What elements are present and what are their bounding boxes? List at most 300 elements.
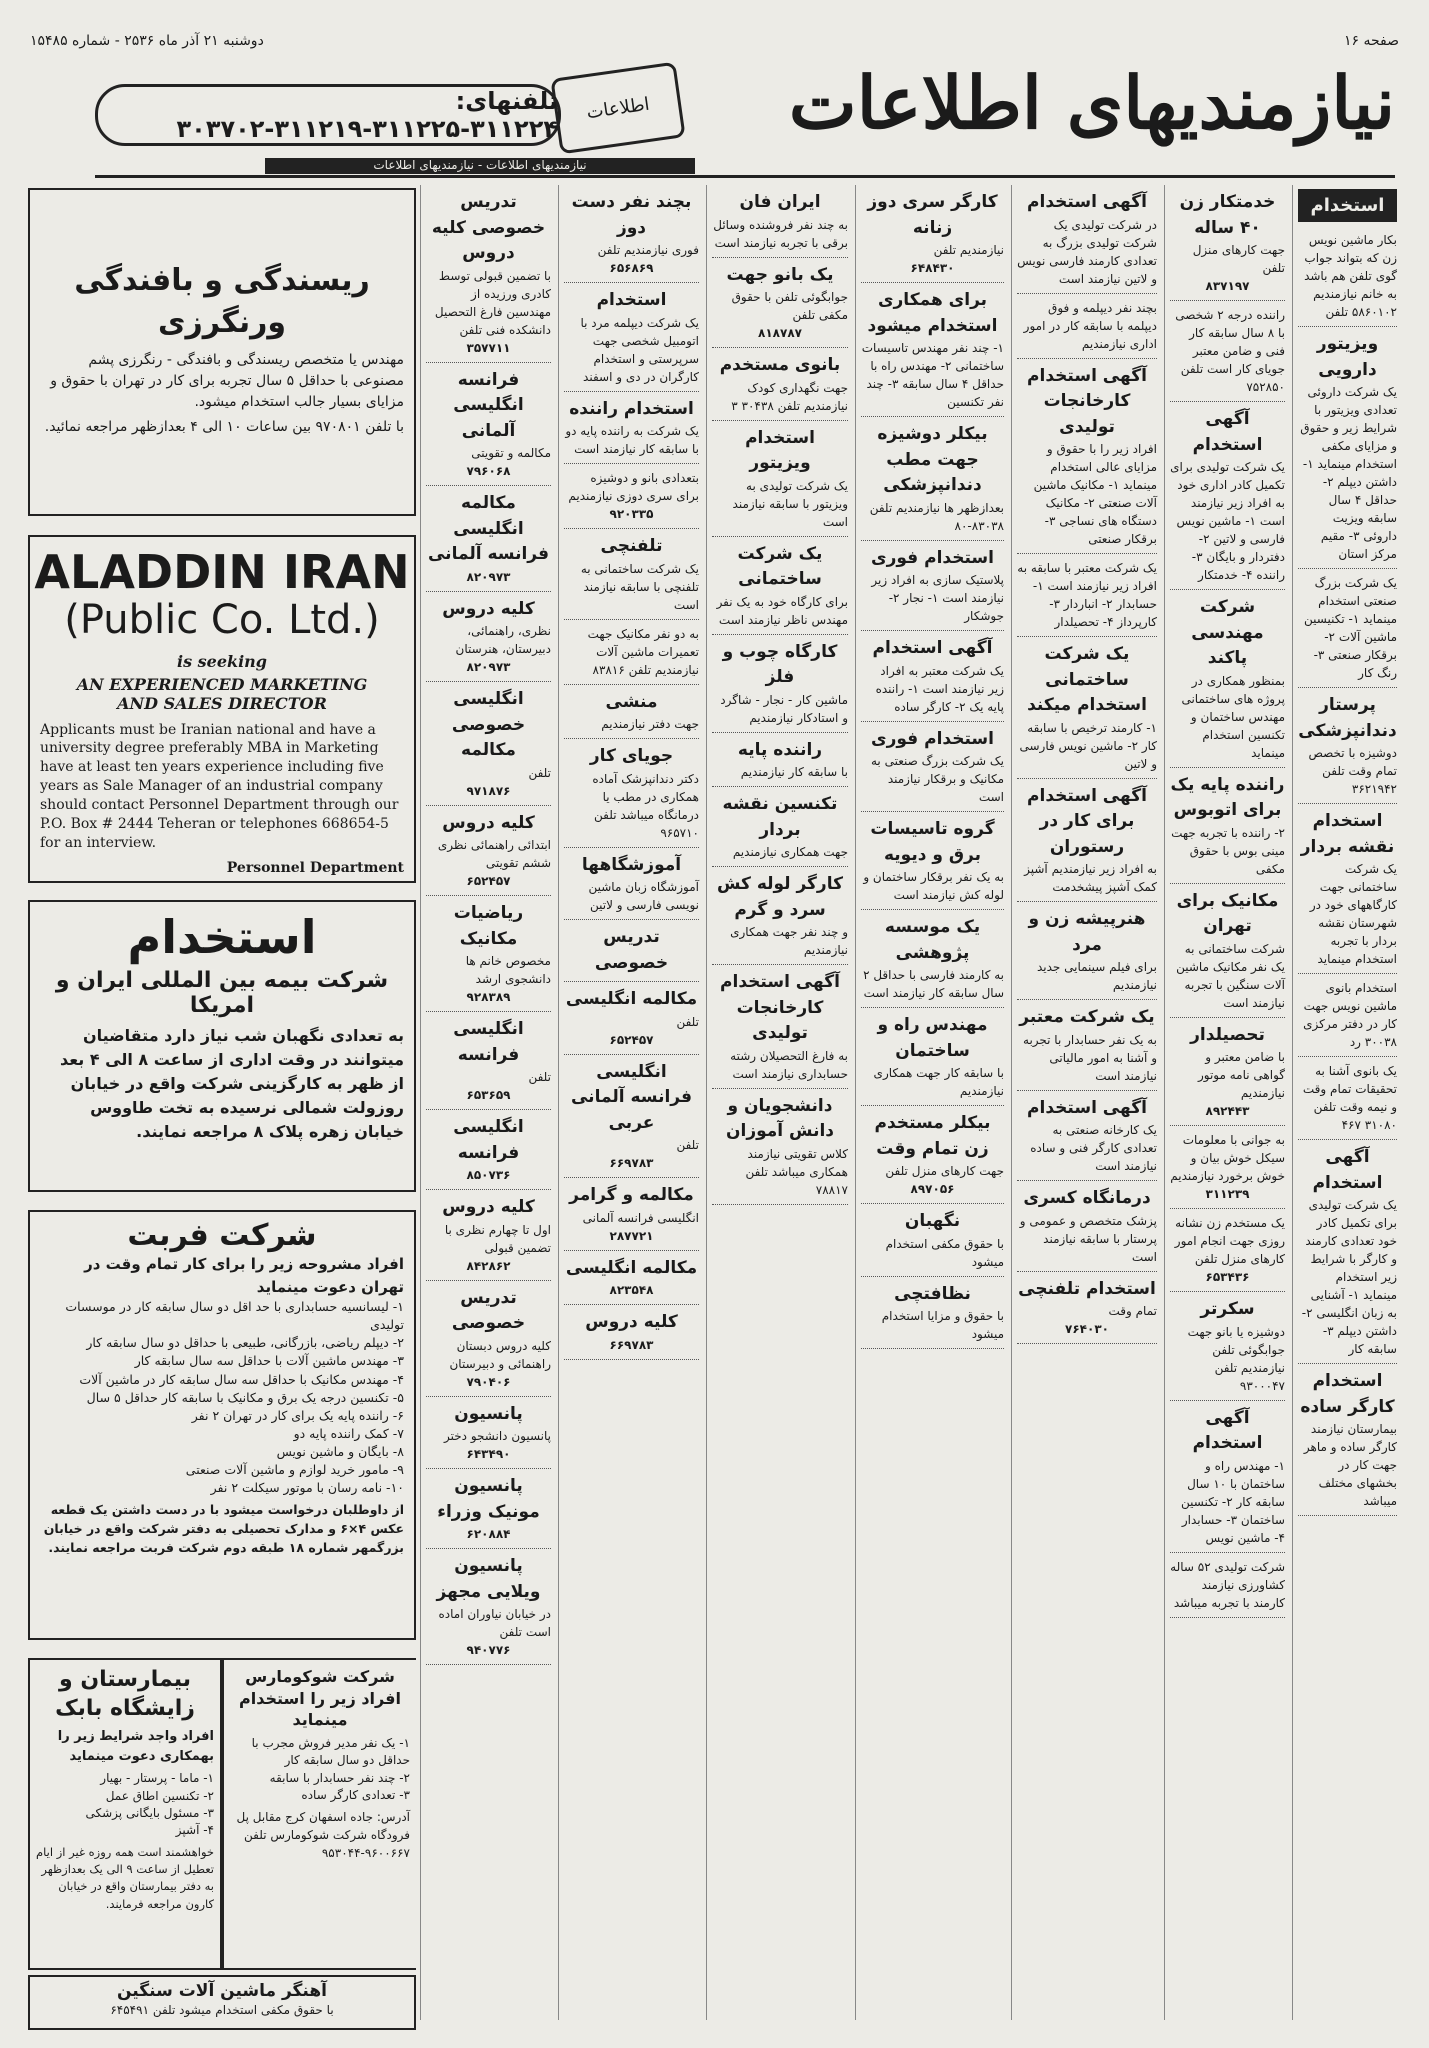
ad-heading: ایران فان	[739, 192, 821, 212]
list-item: ۲- چند نفر حسابدار با سابقه	[269, 1770, 410, 1785]
classified-ad	[564, 739, 699, 848]
classified-ad	[564, 464, 699, 529]
ad-text: با سابقه کار نیازمندیم	[740, 765, 848, 779]
classified-ad	[1170, 884, 1285, 1018]
ad-heading: یک بانو جهت	[726, 264, 834, 285]
ad-heading: راننده پایه	[737, 739, 823, 760]
classified-ad	[426, 682, 551, 806]
classified-ad	[861, 1277, 1004, 1350]
column-khedmatkar	[1164, 185, 1290, 2020]
classified-ad	[564, 848, 699, 921]
ad-heading: بانوی مستخدم	[719, 355, 841, 375]
ad-heading: تلفنچی	[600, 536, 663, 556]
ad-phone: ۸۳۷۱۹۷	[1205, 279, 1250, 293]
babak-ad	[28, 1658, 222, 1970]
bimeh-title: استخدام	[127, 910, 317, 964]
ettelaat-logo: اطلاعات	[550, 62, 685, 155]
ad-heading: مهندس راه و ساختمان	[877, 1015, 988, 1061]
classified-ad	[1017, 637, 1157, 779]
babak-intro: افراد واجد شرایط زیر را بهمکاری دعوت مینماید	[57, 1729, 214, 1764]
ad-heading: آگهی استخدام	[872, 638, 993, 658]
aladdin-company-sub: (Public Co. Ltd.)	[64, 596, 380, 643]
classified-ad	[1017, 1181, 1157, 1272]
ad-text: ۲- راننده با تجربه جهت مینی بوس با حقوق مکفی	[1171, 825, 1285, 876]
bimeh-company: شرکت بیمه بین المللی ایران و امریکا	[55, 968, 389, 1018]
classified-ad	[426, 1469, 551, 1549]
ad-heading: انگلیسی خصوصی مکالمه	[451, 689, 526, 760]
classified-ad	[1170, 590, 1285, 768]
ad-heading: راننده پایه یک برای اتوبوس	[1170, 774, 1285, 820]
ad-heading: بیکلر دوشیزه جهت مطب دندانپزشکی	[877, 424, 988, 495]
masthead-strip: نیازمندیهای اطلاعات - نیازمندیهای اطلاعات	[265, 158, 695, 174]
ad-heading: مکالمه انگلیسی فرانسه آلمانی	[427, 493, 550, 564]
ad-text: تلفن	[676, 1014, 699, 1029]
ad-heading: بچند نفر دست دوز	[571, 192, 692, 238]
ad-text: یک شرکت تولیدی برای تکمیل کادر اداری خود به افراد زیر نیازمند است ۱- ماشین نویس فارسی و لاتین ۲- دفتردار و بایگان ۳- راننده ۴- خدمتکار	[1170, 460, 1285, 582]
ad-phone: ۸۵۰۷۳۶	[466, 1168, 511, 1182]
ad-text: به جوانی با معلومات سیکل خوش بیان و خوش برخورد نیازمندیم	[1170, 1133, 1285, 1183]
ad-text: با سابقه کار جهت همکاری نیازمندیم	[873, 1066, 1004, 1098]
ad-phone: ۸۱۸۷۸۷	[758, 326, 802, 340]
aladdin-seeking: is seeking	[176, 651, 267, 671]
column-tadris	[420, 185, 556, 2020]
ad-heading: آگهی استخدام	[1192, 409, 1263, 455]
babak-title: بیمارستان و زایشگاه بابک	[55, 1667, 195, 1721]
ad-heading: جویای کار	[589, 746, 674, 766]
classified-ad	[426, 185, 551, 363]
ad-text: یک شرکت داروئی تعدادی ویزیتور با شرایط زیر و حقوق و مزایای مکفی استخدام مینماید ۱- داشتن دیپلم ۲- حداقل ۴ سال سابقه ویزیت داروئی ۳- مقیم مرکز استان	[1300, 385, 1397, 561]
list-item: ۸- بایگان و ماشین نویس	[276, 1444, 404, 1459]
classified-ad	[712, 258, 848, 349]
ad-text: ۱- مهندس راه و ساختمان با ۱۰ سال سابقه کار ۲- تکنسین ساختمان ۳- حسابدار ۴- ماشین نویس	[1180, 1458, 1285, 1545]
ad-text: به افراد زیر نیازمندیم آشپز کمک آشپز پیشخدمت	[1024, 862, 1157, 894]
forbat-title: شرکت فربت	[127, 1218, 317, 1253]
classified-ad	[1298, 974, 1397, 1057]
ad-heading: کلیه دروس	[442, 812, 535, 833]
ad-phone: ۷۹۰۴۰۶	[466, 1374, 511, 1389]
ad-heading: سکرتر	[1200, 1299, 1255, 1319]
classified-ad	[1017, 554, 1157, 637]
forbat-ad	[28, 1210, 416, 1640]
ad-heading: استخدام فوری	[871, 728, 994, 749]
ad-heading: پرستار دندانپزشکی	[1298, 695, 1397, 741]
ad-heading: ویزیتور دارویی	[1316, 334, 1379, 380]
ad-phone: ۶۵۶۸۶۹	[609, 261, 654, 275]
ad-heading: کلیه دروس	[585, 1312, 678, 1332]
classified-ad	[564, 392, 699, 465]
column-kargar	[855, 185, 1009, 2020]
ad-phone: ۶۶۹۷۸۳	[609, 1156, 654, 1170]
ad-text: به یک نفر حسابدار با تجربه و آشنا به امور مالیاتی نیازمند است	[1023, 1032, 1157, 1083]
ad-heading: هنرپیشه زن و مرد	[1028, 909, 1146, 955]
classified-ad	[426, 1110, 551, 1190]
column-agahi	[1011, 185, 1162, 2020]
ad-text: یک شرکت ساختمانی جهت کارگاههای خود در شهرستان نقشه بردار با تجربه استخدام مینماید	[1309, 862, 1397, 966]
ad-heading: بیکلر مستخدم زن تمام وقت	[874, 1113, 991, 1159]
classified-ad	[861, 1106, 1004, 1204]
classified-ad	[861, 541, 1004, 632]
ad-text: یک کارخانه صنعتی به تعدادی کارگر فنی و ساده نیازمند است	[1030, 1123, 1157, 1173]
ad-text: در شرکت تولیدی یک شرکت تولیدی بزرگ به تعدادی کارمند فارسی نویس و لاتین نیازمند است	[1017, 217, 1157, 286]
ad-text: برای فیلم سینمایی جدید نیازمندیم	[1036, 960, 1157, 992]
ad-text: دوشیزه یا بانو جهت جوابگوئی تلفن نیازمندیم تلفن ۹۳۰۰۰۴۷	[1187, 1324, 1285, 1393]
list-item: ۱- یک نفر مدیر فروش مجرب با حداقل دو سال سابقه کار	[251, 1735, 410, 1768]
ad-heading: فرانسه انگلیسی آلمانی	[453, 369, 524, 441]
section-header: استخدام	[1298, 189, 1397, 222]
forbat-intro: افراد مشروحه زیر را برای کار تمام وقت در تهران دعوت مینماید	[84, 1255, 404, 1296]
classified-ad	[861, 722, 1004, 813]
ad-heading: نگهبان	[904, 1211, 961, 1231]
ad-phone: ۶۴۳۴۹۰	[466, 1447, 511, 1461]
ad-heading: استخدام فوری	[871, 547, 994, 568]
masthead-phones: تلفنهای: ۳۱۱۲۲۴-۳۱۱۲۲۵-۳۱۱۲۱۹-۳۰۳۷۰۲	[95, 84, 561, 146]
classified-ad	[861, 1204, 1004, 1277]
ad-phone: ۶۲۰۸۸۴	[466, 1527, 511, 1541]
shoko-items	[230, 1735, 410, 1805]
ad-phone: ۷۶۴۰۳۰	[1065, 1322, 1109, 1336]
ad-text: بیمارستان نیازمند کارگر ساده و ماهر جهت کار در بخشهای مختلف میباشد	[1303, 1422, 1397, 1508]
ad-heading: انگلیسی فرانسه آلمانی عربی	[570, 1061, 693, 1133]
ad-phone: ۸۹۷۰۵۶	[910, 1182, 955, 1196]
ad-heading: آگهی استخدام کارخانجات تولیدی	[1027, 365, 1147, 437]
ad-text: با ضامن معتبر و گواهی نامه موتور نیازمندیم	[1197, 1050, 1285, 1100]
ad-heading: مکالمه انگلیسی	[565, 989, 698, 1009]
list-item: ۴- آشپز	[175, 1823, 214, 1838]
list-item: ۴- مهندس مکانیک با حداقل سه سال سابقه کار در ماشین آلات	[79, 1371, 404, 1387]
column-ranandeh	[558, 185, 704, 2020]
ad-phone: ۹۷۱۸۷۶	[466, 783, 511, 798]
ad-phone: ۶۴۸۴۳۰	[910, 261, 955, 275]
ad-heading: آموزشگاهها	[581, 854, 682, 875]
bottom-left-ads	[28, 1658, 416, 1970]
aladdin-position-2: AND SALES DIRECTOR	[117, 693, 327, 713]
ad-heading: دانشجویان و دانش آموزان	[725, 1095, 835, 1141]
ahangar-title: آهنگر ماشین آلات سنگین	[117, 1981, 327, 2001]
aladdin-position-1: AN EXPERIENCED MARKETING	[76, 674, 368, 694]
newspaper-title: نیازمندیهای اطلاعات	[788, 60, 1395, 145]
forbat-footer: از داوطلبان درخواست میشود با در دست داشتن یک قطعه عکس ۴×۶ و مدارک تحصیلی به دفتر شرکت واقع در خیابان بزرگمهر شماره ۱۸ طبقه دوم شرکت فربت مراجعه نمایند.	[43, 1502, 404, 1555]
ad-phone: ۷۹۶۰۶۸	[466, 464, 511, 478]
ad-text: تلفن	[528, 1070, 551, 1084]
ad-text: جهت دفتر نیازمندیم	[601, 717, 699, 731]
ad-text: مکالمه و تقویتی	[471, 446, 551, 460]
shoko-contact: آدرس: جاده اسفهان کرج مقابل پل فرودگاه شرکت شوکومارس تلفن ۹۶۰۰۶۶۷-۹۵۳۰۴۴	[236, 1810, 410, 1861]
ad-list	[1298, 226, 1397, 1516]
classified-ad	[1170, 1126, 1285, 1209]
classified-ad	[426, 1012, 551, 1110]
ad-text: فوری نیازمندیم تلفن	[597, 243, 699, 257]
ad-text: یک شرکت تولیدی برای تکمیل کادر خود تعدادی کارمند و کارگر با شرایط زیر استخدام مینماید ۱- آشنایی به زبان انگلیسی ۲- داشتن دیپلم ۳- سابقه کار	[1301, 1198, 1397, 1356]
ad-heading: آگهی استخدام	[1027, 1097, 1147, 1118]
classified-ad	[1170, 1553, 1285, 1618]
classified-ad	[1017, 1091, 1157, 1182]
column-iranfan	[706, 185, 853, 2020]
list-item: ۳- مسئول بایگانی پزشکی	[85, 1805, 214, 1820]
ad-text: یک بانوی آشنا به تحقیقات تمام وقت و نیمه وقت تلفن ۳۱۰۸۰ ۴۶۷	[1302, 1064, 1397, 1132]
list-item: ۱۰- نامه رسان با موتور سیکلت ۲ نفر	[210, 1480, 404, 1496]
classified-ad	[1298, 1364, 1397, 1516]
ad-heading: آگهی استخدام	[1192, 1407, 1263, 1453]
ad-text: استخدام بانوی ماشین نویس جهت کار در دفتر مرکزی ۳۰۰۳۸ رد	[1303, 981, 1397, 1049]
ad-list	[1170, 185, 1285, 1618]
ad-list	[564, 185, 699, 1360]
classified-ad	[1298, 804, 1397, 974]
classified-ad	[1017, 1000, 1157, 1091]
ad-text: جهت کارهای منزل تلفن	[1192, 243, 1285, 275]
ad-phone: ۶۵۲۴۵۷	[609, 1032, 654, 1047]
classified-ad	[564, 1305, 699, 1360]
ad-list	[861, 185, 1004, 1349]
ad-text: کلاس تقویتی نیازمند همکاری میباشد تلفن ۷۸۸۱۷	[745, 1146, 848, 1197]
classified-ad	[1017, 294, 1157, 359]
column-estekhdam	[1292, 185, 1402, 2020]
classified-ad	[861, 631, 1004, 722]
ad-list	[426, 185, 551, 1665]
babak-footer: خواهشمند است همه روزه غیر از ایام تعطیل از ساعت ۹ الی یک بعدازظهر به دفتر بیمارستان واقع در خیابان کارون مراجعه فرمایند.	[36, 1844, 214, 1911]
classified-ad	[564, 620, 699, 685]
bimeh-ad	[28, 900, 416, 1192]
classified-ad	[1017, 185, 1157, 294]
classified-ad	[1170, 1292, 1285, 1401]
aladdin-body: Applicants must be Iranian national and have a university degree preferably MBA in Marketing have at least ten years experience including five years as Sale Manager of an industrial company should contact Personnel Department through our P.O. Box # 2444 Teheran or telephones 668654-5 for an interview.	[40, 721, 399, 851]
classified-ad	[861, 1008, 1004, 1106]
ad-heading: گروه تاسیسات برق و دیویه	[870, 819, 995, 865]
ad-text: راننده درجه ۲ شخصی با ۸ سال سابقه کار فنی و ضامن معتبر جویای کار است تلفن ۷۵۲۸۵۰	[1175, 308, 1285, 394]
ad-heading: تحصیلدار	[1190, 1024, 1265, 1045]
ad-text: یک شرکت بزرگ صنعتی استخدام مینماید ۱- تکنیسین ماشین آلات ۲- برقکار صنعتی ۳- رنگ کار	[1304, 576, 1397, 680]
ad-heading: ریاضیات مکانیک	[453, 903, 524, 949]
ad-heading: آگهی استخدام کارخانجات تولیدی	[720, 972, 840, 1043]
ad-text: بکار ماشین نویس زن که بتواند جواب گوی تلفن هم باشد به خانم نیازمندیم ۵۸۶۰۱۰۲ تلفن	[1304, 233, 1397, 319]
ad-text: آموزشگاه زبان ماشین نویسی فارسی و لاتین	[588, 880, 699, 912]
list-item: ۱- لیسانسیه حسابداری با حد اقل دو سال سابقه کار در موسسات تولیدی	[65, 1299, 404, 1333]
ad-heading: پانسیون مونیک وزراء	[437, 1476, 540, 1522]
ad-text: پزشک متخصص و عمومی و پرستار با سابقه نیازمند است	[1019, 1213, 1157, 1264]
ad-heading: خدمتکار زن ۴۰ ساله	[1179, 192, 1276, 238]
ad-text: به دو نفر مکانیک جهت تعمیرات ماشین آلات نیازمندیم تلفن ۸۳۸۱۶	[587, 626, 699, 677]
classified-ad	[1298, 688, 1397, 804]
ad-heading: انگلیسی فرانسه	[453, 1019, 524, 1065]
ad-text: با حقوق مکفی استخدام میشود	[885, 1236, 1004, 1269]
ad-heading: مکانیک برای تهران	[1176, 890, 1279, 936]
classified-ad	[1298, 327, 1397, 569]
ad-heading: استخدام نقشه بردار	[1300, 811, 1395, 857]
classified-ad	[1170, 402, 1285, 590]
list-item: ۳- تعدادی کارگر ساده	[301, 1787, 410, 1802]
ad-heading: تکنسین نقشه بردار	[722, 794, 838, 840]
ad-text: دوشیزه با تخصص تمام وقت تلفن ۳۶۲۱۹۴۲	[1308, 746, 1397, 796]
ad-text: نظری، راهنمائی، دبیرستان، هنرستان	[455, 624, 551, 656]
classified-ad	[1017, 902, 1157, 1000]
ad-text: تلفن	[528, 765, 551, 780]
ad-heading: منشی	[605, 691, 658, 712]
ad-text: دکتر دندانپزشک آماده همکاری در مطب یا درمانگاه میباشد تلفن ۹۶۵۷۱۰	[592, 771, 699, 840]
classified-ad	[426, 896, 551, 1012]
list-item: ۳- مهندس ماشین آلات با حداقل سه سال سابقه کار	[134, 1353, 404, 1369]
ad-text: نیازمندیم تلفن	[933, 243, 1004, 257]
ad-heading: یک شرکت ساختمانی	[737, 543, 823, 589]
ad-heading: برای همکاری استخدام میشود	[867, 290, 998, 336]
classified-ad	[426, 1281, 551, 1397]
ad-text: جوابگوئی تلفن با حقوق مکفی تلفن	[731, 290, 848, 322]
ahangar-ad	[28, 1975, 416, 2030]
ad-text: یک شرکت تولیدی به ویزیتور با سابقه نیازمند است	[732, 478, 848, 529]
list-item: ۷- کمک راننده پایه دو	[293, 1425, 404, 1441]
classified-ad	[564, 283, 699, 392]
ad-phone: ۳۱۱۲۳۹	[1205, 1187, 1250, 1201]
ad-text: ماشین کار - نجار - شاگرد و استادکار نیازمندیم	[720, 692, 848, 725]
classified-ad	[426, 1549, 551, 1665]
classified-ad	[712, 787, 848, 867]
ad-text: بمنظور همکاری در پروژه های ساختمانی مهندس ساختمان و تکنسین استخدام مینماید	[1181, 673, 1285, 760]
list-item: ۹- مامور خرید لوازم و ماشین آلات صنعتی	[185, 1462, 404, 1478]
classified-ad	[1170, 768, 1285, 884]
ad-text: ۱- کارمند ترخیص با سابقه کار ۲- ماشین نویس فارسی و لاتین	[1019, 720, 1157, 771]
classified-ad	[712, 733, 848, 788]
ad-phone: ۸۲۰۹۷۳	[466, 569, 511, 584]
aladdin-company-name: ALADDIN IRAN	[34, 545, 410, 599]
ad-heading: استخدام تلفنچی	[1018, 1278, 1156, 1299]
ad-text: بعدازظهر ها نیازمندیم تلفن ۸۳۰۳۸-۸۰	[869, 500, 1004, 533]
ad-heading: یک شرکت ساختمانی استخدام میکند	[1027, 644, 1147, 715]
classified-ad	[426, 486, 551, 592]
ahangar-body: با حقوق مکفی استخدام میشود تلفن ۶۴۵۴۹۱	[110, 2003, 334, 2017]
classified-ad	[426, 1397, 551, 1470]
classified-ad	[1298, 569, 1397, 688]
ad-text: به چند نفر فروشنده وسائل برقی با تجربه نیازمند است	[713, 217, 848, 250]
classified-ad	[861, 417, 1004, 541]
ad-heading: کلیه دروس	[442, 598, 535, 619]
ad-heading: تدریس خصوصی	[451, 1287, 526, 1333]
ad-text: جهت نگهداری کودک نیازمندیم تلفن ۳۰۴۳۸ ۳	[731, 380, 848, 413]
ad-phone: ۲۸۷۷۲۱	[609, 1228, 654, 1243]
classified-ad	[712, 421, 848, 537]
ad-heading: مکالمه و گرامر	[569, 1185, 694, 1205]
classified-ad	[1298, 1057, 1397, 1140]
ad-heading: یک شرکت معتبر	[1019, 1007, 1155, 1027]
ad-list	[712, 185, 848, 1205]
classified-ad	[861, 185, 1004, 283]
list-item: ۱- ماما - پرستار - بهیار	[100, 1771, 214, 1786]
ad-text: بتعدادی بانو و دوشیزه برای سری دوزی نیازمندیم	[568, 471, 699, 503]
classified-ad	[564, 920, 699, 982]
ad-heading: استخدام ویزیتور	[745, 427, 815, 473]
ad-text: بچند نفر دیپلمه و فوق دیپلمه با سابقه کار در امور اداری نیازمندیم	[1023, 300, 1157, 351]
ad-heading: شرکت مهندسی پاکند	[1191, 597, 1264, 668]
ad-text: یک شرکت دیپلمه مرد با اتومبیل شخصی جهت سرپرستی و استخدام کارگران در دی و اسفند	[580, 315, 699, 384]
list-item: ۵- تکنسین درجه یک برق و مکانیک با سابقه کار حداقل ۵ سال	[86, 1389, 404, 1405]
ad-phone: ۹۲۰۳۳۵	[609, 507, 654, 521]
ad-text: با حقوق و مزایا استخدام میشود	[881, 1309, 1004, 1341]
classified-ad	[1017, 1272, 1157, 1345]
classified-ad	[861, 910, 1004, 1008]
ad-text: یک شرکت معتبر به افراد زیر نیازمند است ۱- راننده پایه یک ۲- کارگر ساده	[875, 663, 1004, 714]
ad-heading: انگلیسی فرانسه	[453, 1117, 524, 1163]
ad-phone: ۸۴۲۸۶۲	[466, 1258, 511, 1273]
ad-text: یک مستخدم زن نشانه روزی جهت انجام امور کارهای منزل تلفن	[1174, 1216, 1285, 1266]
classified-ad	[564, 1251, 699, 1306]
ressandegi-ad	[28, 188, 416, 516]
classified-ad	[1017, 359, 1157, 555]
babak-items	[36, 1770, 214, 1840]
classified-ad	[1298, 1140, 1397, 1364]
ad-text: یک شرکت معتبر با سابقه به افراد زیر نیازمند است ۱- حسابدار ۲- انباردار ۳- کارپرداز ۴- تحصیلدار	[1017, 561, 1157, 629]
ressandegi-contact: با تلفن ۹۷۰۸۰۱ بین ساعات ۱۰ الی ۴ بعدازظهر مراجعه نمائید.	[44, 419, 404, 435]
ad-text: افراد زیر را با حقوق و مزایای عالی استخدام مینماید ۱- مکانیک ماشین آلات صنعتی ۲- مکانیک دستگاه های نساجی ۳- برقکار صنعتی	[1033, 442, 1157, 546]
ad-text: جهت کارهای منزل تلفن	[885, 1164, 1004, 1178]
issue-date: دوشنبه ۲۱ آذر ماه ۲۵۳۶ - شماره ۱۵۴۸۵	[30, 33, 264, 49]
ad-heading: آگهی استخدام برای کار در رستوران	[1027, 785, 1147, 857]
classified-ad	[712, 965, 848, 1089]
classified-ad	[426, 1190, 551, 1281]
classified-ad	[564, 529, 699, 620]
shoko-ad	[222, 1658, 416, 1970]
ad-list	[1017, 185, 1157, 1344]
classified-ad	[712, 635, 848, 733]
ad-text: با تضمین قبولی توسط کادری ورزیده از مهندسین فارغ التحصیل دانشکده فنی تلفن	[434, 268, 551, 337]
ad-phone: ۸۲۰۹۷۳	[466, 660, 511, 674]
ad-text: پانسیون دانشجو دختر	[444, 1429, 551, 1443]
ressandegi-body: مهندس یا متخصص ریسندگی و بافندگی - رنگرزی پشم مصنوعی با حداقل ۵ سال تجربه برای کار در تهران با حقوق و مزایای بسیار جالب استخدام میشود.	[50, 352, 404, 410]
ad-text: یک شرکت بزرگ صنعتی به مکانیک و برقکار نیازمند است	[870, 754, 1004, 804]
ad-heading: نظافتچی	[894, 1283, 971, 1304]
ad-phone: ۶۶۹۷۸۳	[609, 1337, 654, 1352]
ad-heading: پانسیون ویلایی مجهز	[436, 1556, 541, 1602]
ad-text: یک شرکت ساختمانی به تلفنچی با سابقه نیازمند است	[580, 561, 699, 612]
ad-text: به فارغ التحصیلان رشته حسابداری نیازمند است	[730, 1048, 848, 1081]
ad-text: شرکت ساختمانی به یک نفر مکانیک ماشین آلات سنگین با تجربه نیازمند است	[1176, 941, 1285, 1010]
ad-text: انگلیسی فرانسه آلمانی	[582, 1210, 699, 1225]
ad-phone: ۳۵۷۷۱۱	[466, 340, 511, 355]
ad-text: و چند نفر جهت همکاری نیازمندیم	[730, 925, 848, 957]
classified-ad	[861, 812, 1004, 910]
classified-ad	[1298, 226, 1397, 327]
ad-text: تمام وقت	[1108, 1304, 1157, 1318]
classified-ad	[712, 537, 848, 635]
classified-ad	[564, 185, 699, 283]
bimeh-body: به تعدادی نگهبان شب نیاز دارد متقاضیان میتوانند در وقت اداری از ساعت ۸ الی ۴ بعد از ظهر به کارگزینی شرکت واقع در خیابان روزولت شمالی نرسیده به تخت طاووس خیابان زهره پلاک ۸ مراجعه نمایند.	[59, 1026, 404, 1141]
classified-ad	[1170, 301, 1285, 402]
ad-text: به یک نفر برقکار ساختمان و لوله کش نیازمند است	[863, 870, 1004, 902]
list-item: ۶- راننده پایه یک برای کار در تهران ۲ نفر	[191, 1407, 404, 1423]
ad-heading: کارگاه چوب و فلز	[722, 641, 838, 687]
ad-heading: استخدام راننده	[569, 398, 694, 419]
ad-phone: ۶۵۳۶۵۹	[466, 1088, 511, 1102]
ad-heading: استخدام	[596, 290, 667, 310]
ad-text: برای کارگاه خود به یک نفر مهندس ناظر نیازمند است	[716, 594, 848, 627]
ad-text: کلیه دروس دبستان راهنمائی و دبیرستان	[449, 1338, 551, 1371]
classified-ad	[1170, 1018, 1285, 1127]
ad-heading: تدریس خصوصی	[594, 927, 669, 973]
classified-ad	[712, 1089, 848, 1205]
ad-text: شرکت تولیدی ۵۲ ساله کشاورزی نیازمند کارمند با تجربه میباشد	[1170, 1559, 1285, 1610]
ad-heading: کارگر لوله کش سرد و گرم	[716, 874, 843, 920]
ad-text: ابتدائی راهنمائی نظری ششم تقویتی	[437, 838, 551, 870]
classified-ad	[564, 685, 699, 740]
ad-heading: درمانگاه کسری	[1023, 1188, 1151, 1208]
classified-ad	[712, 348, 848, 421]
ad-phone: ۶۵۲۴۵۷	[466, 874, 511, 888]
ressandegi-title: ریسندگی و بافندگی ورنگرزی	[74, 263, 370, 340]
ad-heading: کلیه دروس	[442, 1197, 535, 1217]
list-item: ۲- تکنسین اطاق عمل	[105, 1788, 214, 1803]
ad-phone: ۹۴۰۷۷۶	[466, 1643, 511, 1657]
forbat-items	[30, 1298, 414, 1497]
ad-heading: کارگر سری دوز زنانه	[867, 192, 998, 238]
page-number: صفحه ۱۶	[1343, 33, 1399, 49]
classified-ad	[712, 867, 848, 965]
aladdin-signature: Personnel Department	[226, 859, 404, 876]
